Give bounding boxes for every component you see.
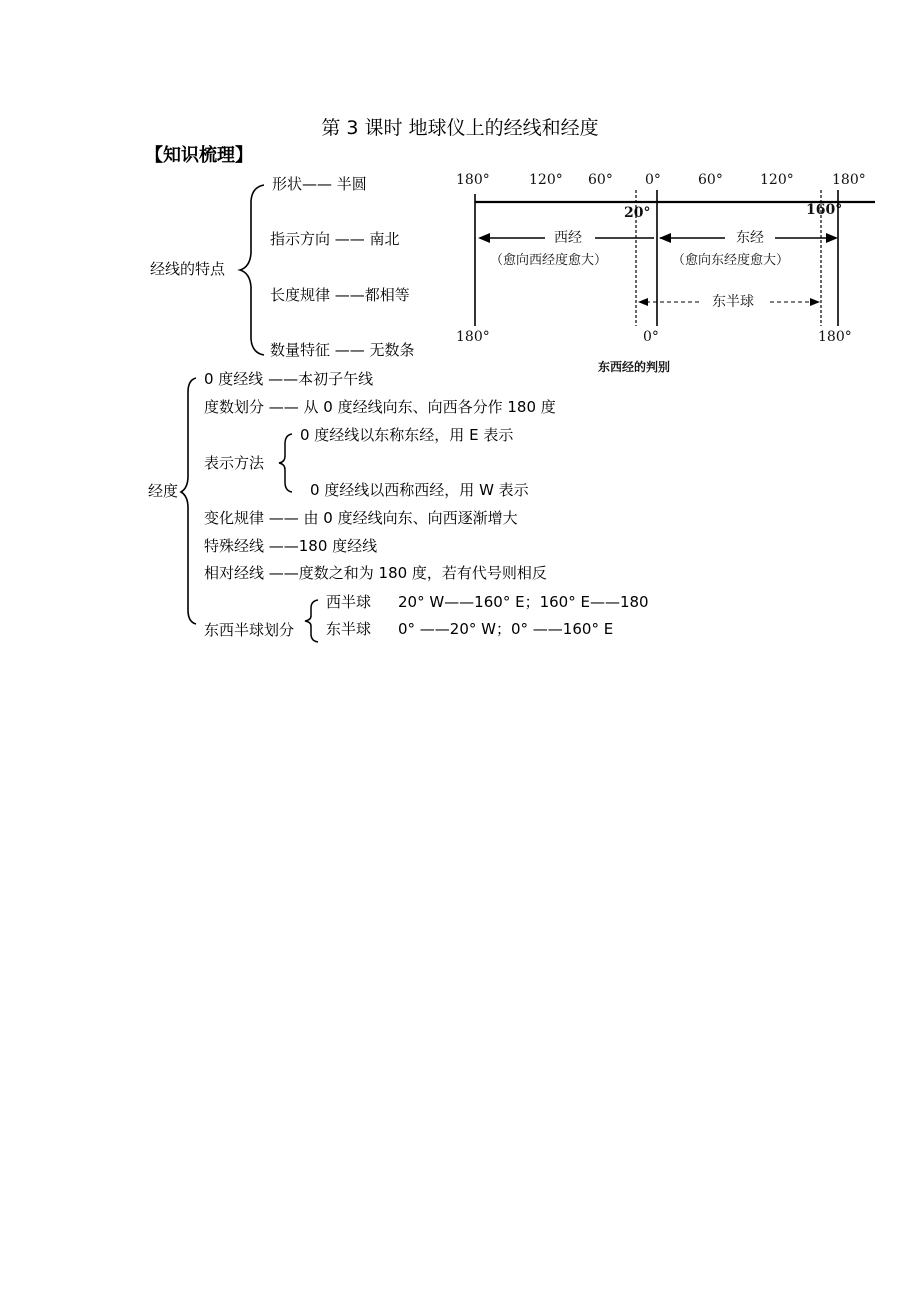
eastern-hemisphere-range: 0° ——20° W；0° ——160° E xyxy=(398,620,614,638)
notation-west: 0 度经线以西称西经，用 W 表示 xyxy=(310,481,529,499)
tick-bottom-180e: 180° xyxy=(818,329,852,345)
longitude-label: 经度 xyxy=(148,482,179,500)
meridian-features-brace xyxy=(236,183,268,358)
label-160: 160° xyxy=(806,202,843,218)
change-rule: 变化规律 —— 由 0 度经线向东、向西逐渐增大 xyxy=(204,509,518,527)
zero-meridian: 0 度经线 ——本初子午线 xyxy=(204,370,374,388)
tick-bottom-180w: 180° xyxy=(456,329,490,345)
tick-top-180e: 180° xyxy=(832,172,866,188)
tick-top-0: 0° xyxy=(645,172,661,188)
tick-top-60e: 60° xyxy=(698,172,723,188)
hemisphere-division-label: 东西半球划分 xyxy=(204,621,295,639)
notation-east: 0 度经线以东称东经，用 E 表示 xyxy=(300,426,514,444)
west-longitude-label: 西经 xyxy=(554,230,582,246)
page-title: 第 3 课时 地球仪上的经线和经度 xyxy=(321,117,599,139)
special-meridian: 特殊经线 ——180 度经线 xyxy=(204,537,378,555)
longitude-brace xyxy=(178,376,200,626)
notation-brace xyxy=(276,432,296,494)
east-longitude-note: （愈向东经度愈大） xyxy=(672,253,790,268)
eastern-hemisphere-name: 东半球 xyxy=(326,620,372,638)
relative-meridians: 相对经线 ——度数之和为 180 度，若有代号则相反 xyxy=(204,564,547,582)
diagram-caption: 东西经的判别 xyxy=(598,360,671,374)
western-hemisphere-range: 20° W——160° E；160° E——180 xyxy=(398,593,649,611)
west-longitude-note: （愈向西经度愈大） xyxy=(490,253,608,268)
tick-top-120w: 120° xyxy=(529,172,563,188)
feature-count: 数量特征 —— 无数条 xyxy=(270,341,415,359)
label-20: 20° xyxy=(624,205,651,221)
feature-shape: 形状—— 半圆 xyxy=(272,175,367,193)
tick-top-120e: 120° xyxy=(760,172,794,188)
section-heading: 【知识梳理】 xyxy=(145,145,253,166)
hemisphere-brace xyxy=(302,598,322,644)
tick-bottom-0: 0° xyxy=(643,329,659,345)
western-hemisphere-name: 西半球 xyxy=(326,593,372,611)
feature-direction: 指示方向 —— 南北 xyxy=(270,230,400,248)
meridian-features-label: 经线的特点 xyxy=(150,260,226,278)
feature-length: 长度规律 ——都相等 xyxy=(270,286,410,304)
east-hemisphere-label: 东半球 xyxy=(712,294,754,310)
tick-top-180w: 180° xyxy=(456,172,490,188)
degree-division: 度数划分 —— 从 0 度经线向东、向西各分作 180 度 xyxy=(204,398,556,416)
east-west-longitude-diagram xyxy=(450,160,890,380)
notation-label: 表示方法 xyxy=(204,454,265,472)
east-longitude-label: 东经 xyxy=(736,230,764,246)
tick-top-60w: 60° xyxy=(588,172,613,188)
